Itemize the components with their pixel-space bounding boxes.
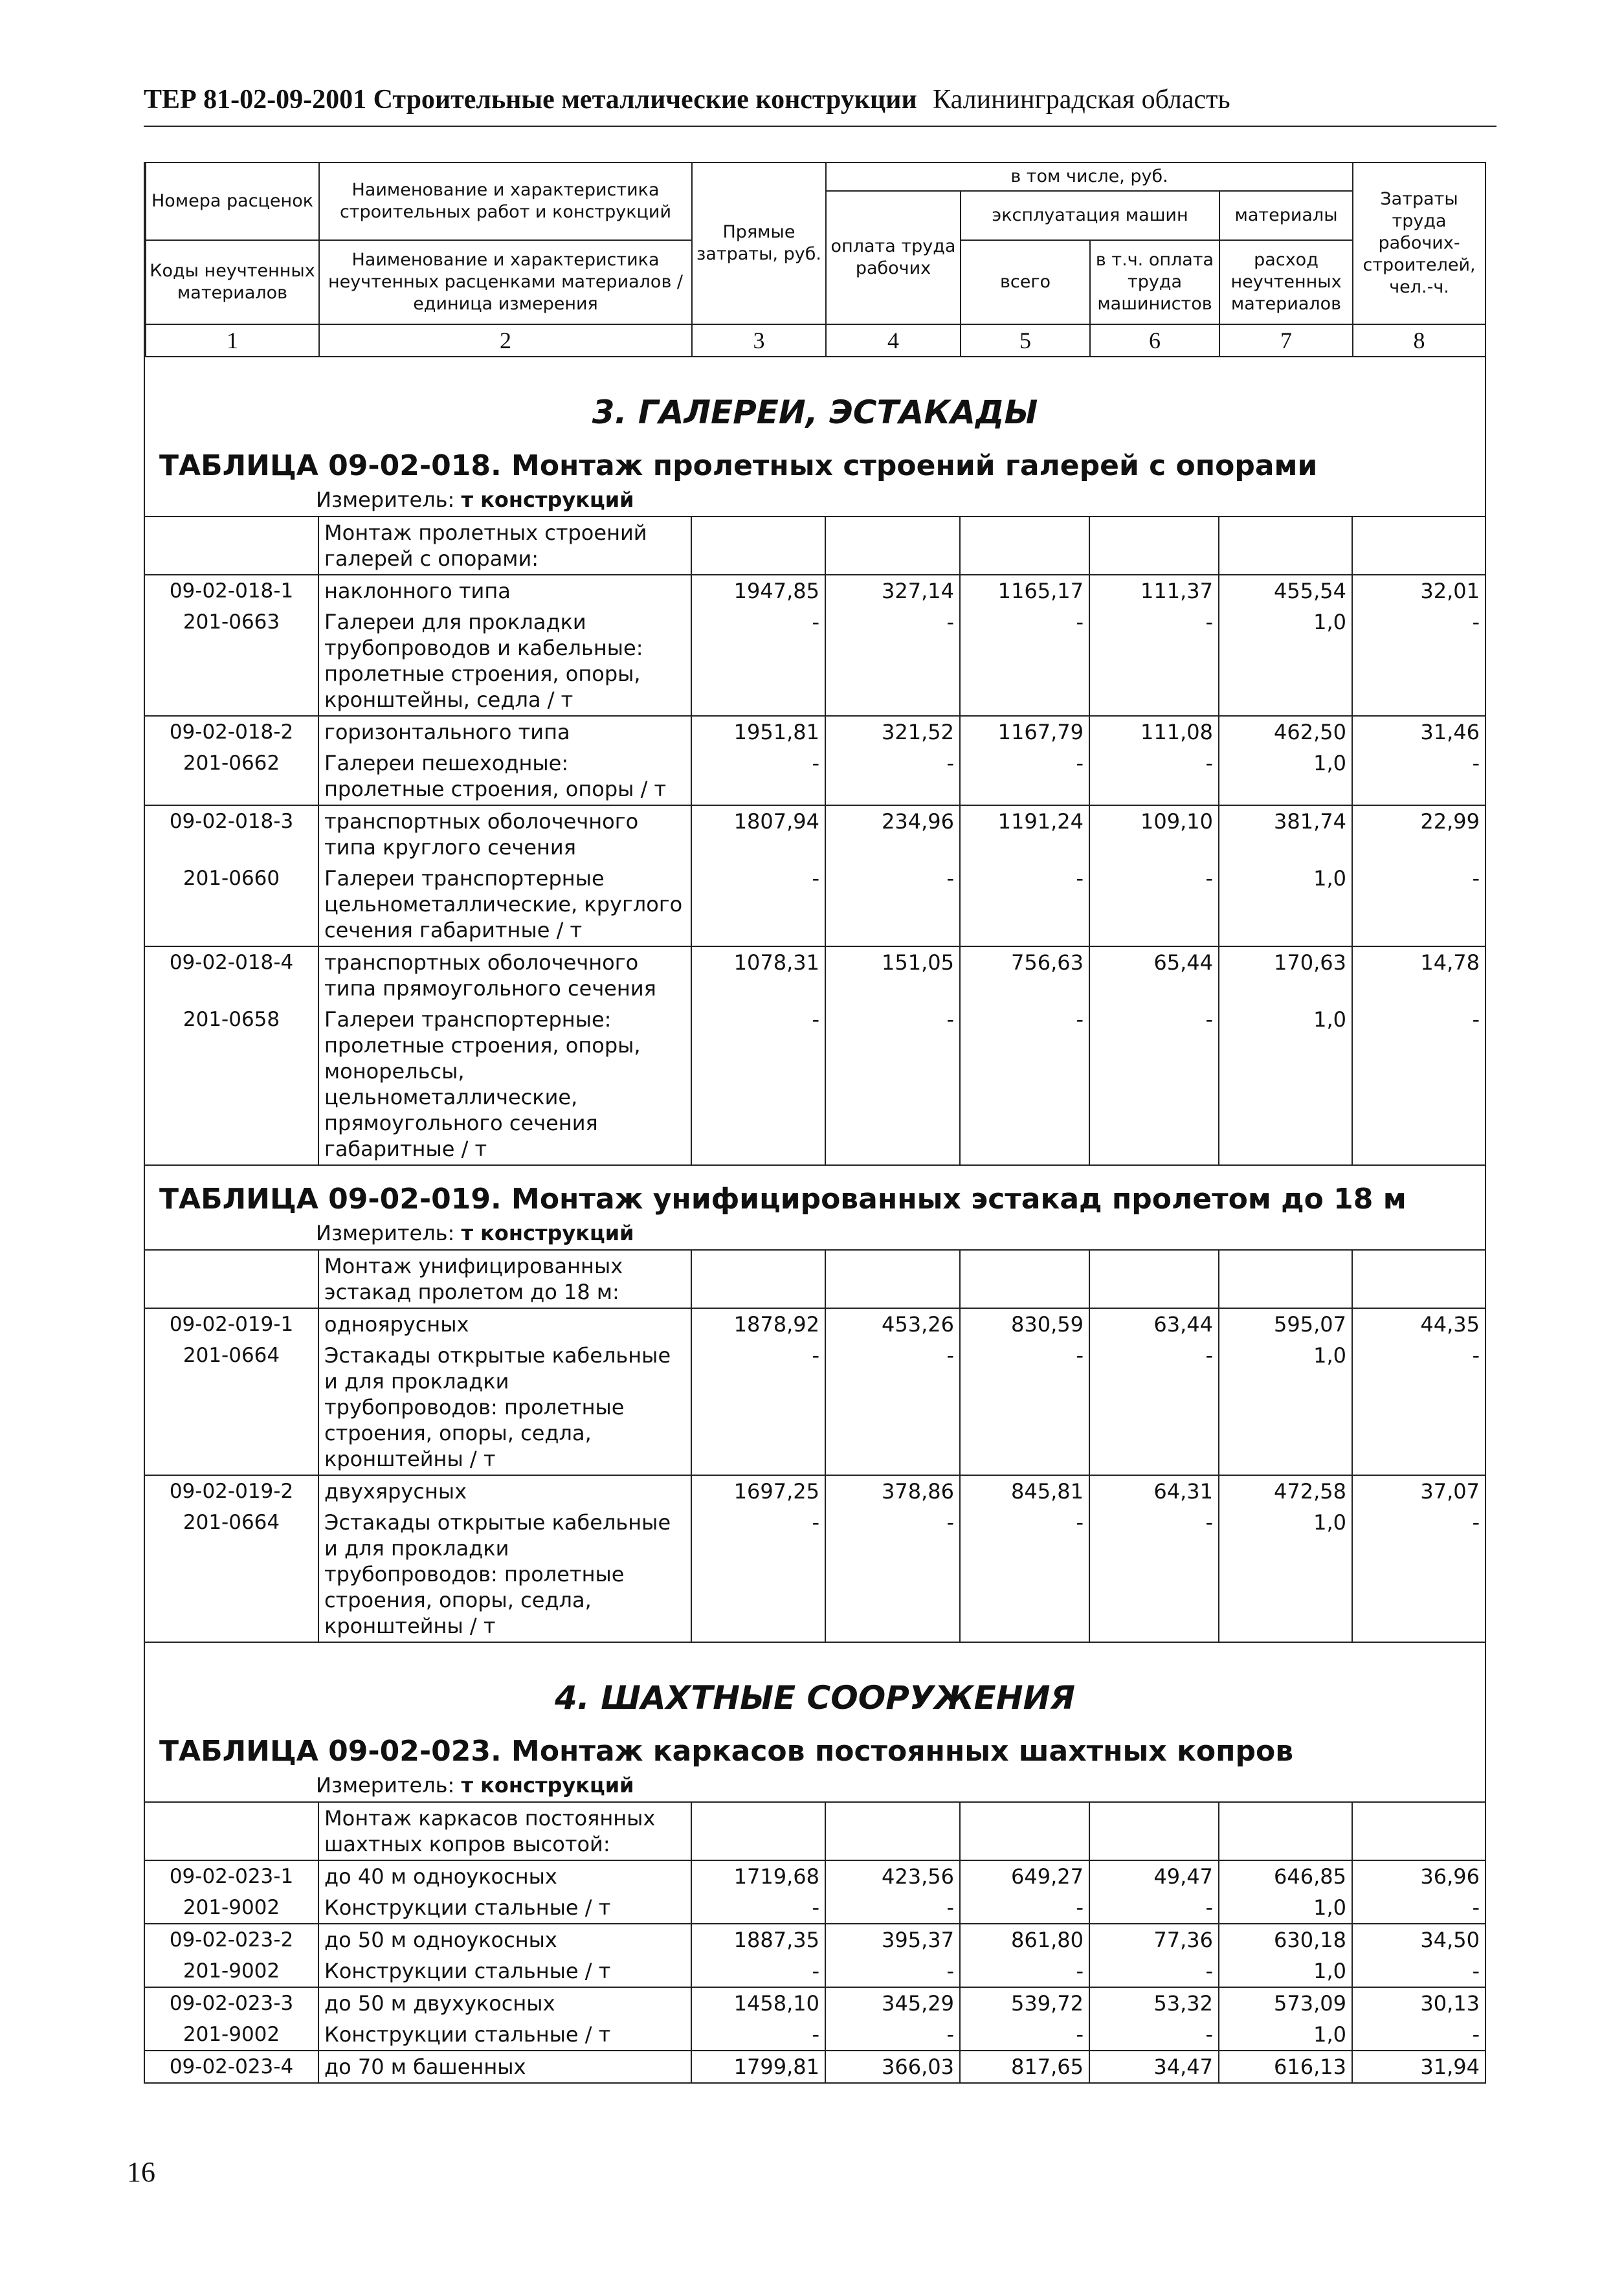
- table-intro-row: [145, 1251, 1485, 1308]
- rate-value: 1951,81: [691, 716, 825, 748]
- material-value: -: [691, 1892, 825, 1924]
- rate-value: 36,96: [1352, 1860, 1485, 1892]
- material-row: [145, 607, 1485, 716]
- material-value: -: [691, 607, 825, 716]
- rate-value: 817,65: [960, 2051, 1089, 2083]
- empty-cell: [960, 517, 1089, 575]
- rate-value: 345,29: [825, 1987, 960, 2019]
- material-value: 1,0: [1219, 748, 1352, 805]
- rate-value: 1458,10: [691, 1987, 825, 2019]
- rate-value: 37,07: [1352, 1475, 1485, 1507]
- rate-value: 1165,17: [960, 575, 1089, 607]
- empty-cell: [1089, 517, 1219, 575]
- section-title: 4. ШАХТНЫЕ СООРУЖЕНИЯ: [145, 1642, 1485, 1732]
- col-labor-costs: Затраты труда рабочих-строителей, чел.-ч.: [1353, 162, 1485, 324]
- material-value: -: [1089, 1955, 1219, 1987]
- col-worker-pay: оплата труда рабочих: [826, 191, 961, 324]
- table-title: ТАБЛИЦА 09-02-018. Монтаж пролетных строений галерей с опорами: [159, 449, 1318, 482]
- document-title: Строительные металлические конструкции: [373, 85, 917, 115]
- material-value: -: [1352, 1955, 1485, 1987]
- rate-row: [145, 716, 1485, 748]
- rate-value: 34,50: [1352, 1924, 1485, 1955]
- empty-cell: [1219, 1803, 1352, 1860]
- rate-code: 09-02-019-2: [169, 1480, 294, 1503]
- material-value: -: [825, 1892, 960, 1924]
- material-value: -: [691, 1004, 825, 1164]
- material-value: -: [1352, 1004, 1485, 1164]
- material-value: -: [691, 1955, 825, 1987]
- rate-code: 09-02-023-4: [169, 2055, 294, 2078]
- material-value: -: [691, 863, 825, 946]
- material-value: -: [960, 1004, 1089, 1164]
- rate-value: 861,80: [960, 1924, 1089, 1955]
- rates-table-frame: [144, 162, 1486, 2084]
- rate-value: 63,44: [1089, 1308, 1219, 1340]
- material-name: Конструкции стальные / т: [318, 1955, 691, 1987]
- rate-value: 845,81: [960, 1475, 1089, 1507]
- material-name: Конструкции стальные / т: [318, 1892, 691, 1924]
- material-value: -: [1089, 863, 1219, 946]
- empty-cell: [825, 1803, 960, 1860]
- rate-value: 111,08: [1089, 716, 1219, 748]
- document-region: Калининградская область: [933, 85, 1230, 115]
- material-code: 201-9002: [145, 1955, 318, 1987]
- rate-code: 09-02-018-1: [169, 579, 294, 603]
- material-value: 1,0: [1219, 1340, 1352, 1475]
- material-value: 1,0: [1219, 607, 1352, 716]
- material-value: -: [1352, 863, 1485, 946]
- rate-value: 573,09: [1219, 1987, 1352, 2019]
- col-direct-costs: Прямые затраты, руб.: [692, 162, 826, 324]
- material-value: -: [960, 863, 1089, 946]
- column-header-table: [145, 162, 1486, 357]
- empty-cell: [825, 517, 960, 575]
- rate-row: [145, 1308, 1485, 1340]
- document-code: ТЕР 81-02-09-2001: [144, 85, 367, 115]
- col-material-names: Наименование и характеристика неучтенных расценками материалов / единица измерения: [319, 240, 692, 324]
- rate-value: 44,35: [1352, 1308, 1485, 1340]
- rate-value: 830,59: [960, 1308, 1089, 1340]
- material-code: 201-0664: [145, 1340, 318, 1475]
- material-value: 1,0: [1219, 1507, 1352, 1642]
- table-title: ТАБЛИЦА 09-02-023. Монтаж каркасов постоянных шахтных копров: [159, 1735, 1294, 1768]
- material-value: -: [1352, 607, 1485, 716]
- material-code: 201-0660: [145, 863, 318, 946]
- empty-cell: [691, 517, 825, 575]
- rate-value: 395,37: [825, 1924, 960, 1955]
- material-value: -: [960, 748, 1089, 805]
- material-value: -: [1089, 2019, 1219, 2051]
- page-number: 16: [127, 2156, 155, 2188]
- rate-value: 756,63: [960, 946, 1089, 1004]
- rate-value: 630,18: [1219, 1924, 1352, 1955]
- rate-value: 381,74: [1219, 805, 1352, 863]
- rate-value: 539,72: [960, 1987, 1089, 2019]
- col-rate-number: Номера расценок: [146, 162, 319, 240]
- material-row: [145, 1004, 1485, 1164]
- rate-value: 1697,25: [691, 1475, 825, 1507]
- rate-value: 14,78: [1352, 946, 1485, 1004]
- rate-value: 646,85: [1219, 1860, 1352, 1892]
- intro-text: Монтаж пролетных строений галерей с опорами:: [318, 517, 691, 575]
- material-value: -: [825, 2019, 960, 2051]
- rate-value: 151,05: [825, 946, 960, 1004]
- col-material-codes: Коды неучтенных материалов: [146, 240, 319, 324]
- rate-value: 472,58: [1219, 1475, 1352, 1507]
- material-name: Конструкции стальные / т: [318, 2019, 691, 2051]
- table-intro-row: [145, 1803, 1485, 1860]
- rate-code: 09-02-019-1: [169, 1313, 294, 1336]
- material-code: 201-9002: [145, 1892, 318, 1924]
- rate-value: 1807,94: [691, 805, 825, 863]
- material-value: -: [825, 1507, 960, 1642]
- material-row: [145, 1340, 1485, 1475]
- rate-code: 09-02-023-3: [169, 1992, 294, 2015]
- material-value: -: [960, 2019, 1089, 2051]
- rate-code: 09-02-023-2: [169, 1928, 294, 1952]
- material-value: -: [1089, 748, 1219, 805]
- empty-cell: [825, 1251, 960, 1308]
- material-name: Галереи транспортерные цельнометаллические, круглого сечения габаритные / т: [318, 863, 691, 946]
- table-title: ТАБЛИЦА 09-02-019. Монтаж унифицированных эстакад пролетом до 18 м: [145, 1164, 1485, 1221]
- material-value: -: [960, 1892, 1089, 1924]
- material-value: 1,0: [1219, 863, 1352, 946]
- rate-name: транспортных оболочечного типа круглого сечения: [318, 805, 691, 863]
- material-value: -: [1089, 1892, 1219, 1924]
- material-code: 201-0658: [183, 1008, 280, 1031]
- rate-code: 09-02-018-2: [169, 720, 294, 744]
- col-materials: материалы: [1219, 191, 1353, 240]
- material-value: -: [960, 1507, 1089, 1642]
- material-code: 201-0664: [183, 1511, 280, 1534]
- rate-row: [145, 946, 1485, 1004]
- material-value: -: [691, 2019, 825, 2051]
- empty-cell: [691, 1251, 825, 1308]
- material-value: -: [1089, 607, 1219, 716]
- rate-value: 1167,79: [960, 716, 1089, 748]
- empty-cell: [960, 1803, 1089, 1860]
- material-row: [145, 2019, 1485, 2051]
- rate-row: [145, 805, 1485, 863]
- rate-name: до 50 м двухукосных: [318, 1987, 691, 2019]
- rate-value: 595,07: [1219, 1308, 1352, 1340]
- table-meter: Измеритель: т конструкций: [145, 1221, 1485, 1251]
- rate-value: 34,47: [1089, 2051, 1219, 2083]
- rate-value: 1191,24: [960, 805, 1089, 863]
- material-value: -: [960, 607, 1089, 716]
- rate-value: 1887,35: [691, 1924, 825, 1955]
- rate-value: 1947,85: [691, 575, 825, 607]
- rate-value: 170,63: [1219, 946, 1352, 1004]
- material-name: Галереи для прокладки трубопроводов и кабельные: пролетные строения, опоры, кронштейны, седла / т: [318, 607, 691, 716]
- material-code: 201-0663: [145, 607, 318, 716]
- rate-value: 111,37: [1089, 575, 1219, 607]
- material-value: -: [960, 1340, 1089, 1475]
- material-value: -: [1089, 1340, 1219, 1475]
- rate-value: 31,46: [1352, 716, 1485, 748]
- material-code: 201-0662: [145, 748, 318, 805]
- material-value: -: [1352, 1340, 1485, 1475]
- empty-cell: [1219, 517, 1352, 575]
- table-meter: Измеритель: т конструкций: [145, 1773, 1485, 1803]
- material-value: -: [1089, 1507, 1219, 1642]
- material-value: -: [825, 1340, 960, 1475]
- rate-value: 49,47: [1089, 1860, 1219, 1892]
- empty-cell: [1352, 1803, 1485, 1860]
- material-row: [145, 1955, 1485, 1987]
- intro-text: Монтаж унифицированных эстакад пролетом до 18 м:: [318, 1251, 691, 1308]
- material-value: -: [1352, 748, 1485, 805]
- rate-value: 423,56: [825, 1860, 960, 1892]
- rate-value: 234,96: [825, 805, 960, 863]
- rates-table: [145, 1251, 1485, 1642]
- empty-cell: [1352, 517, 1485, 575]
- rate-value: 109,10: [1089, 805, 1219, 863]
- material-value: -: [960, 1955, 1089, 1987]
- rate-value: 1719,68: [691, 1860, 825, 1892]
- rate-code: 09-02-023-1: [169, 1865, 294, 1888]
- col-machines-total: всего: [961, 240, 1090, 324]
- material-value: -: [825, 607, 960, 716]
- rate-name: до 50 м одноукосных: [318, 1924, 691, 1955]
- rate-value: 453,26: [825, 1308, 960, 1340]
- rate-value: 1878,92: [691, 1308, 825, 1340]
- rate-name: до 40 м одноукосных: [318, 1860, 691, 1892]
- empty-cell: [145, 1251, 318, 1308]
- rate-code: 09-02-018-3: [169, 810, 294, 833]
- material-name: Галереи пешеходные: пролетные строения, опоры / т: [318, 748, 691, 805]
- rate-value: 64,31: [1089, 1475, 1219, 1507]
- intro-text: Монтаж каркасов постоянных шахтных копров высотой:: [318, 1803, 691, 1860]
- rate-row: [145, 2051, 1485, 2083]
- table-meter: Измеритель: т конструкций: [145, 487, 1485, 517]
- rate-name: до 70 м башенных: [318, 2051, 691, 2083]
- material-value: -: [825, 1955, 960, 1987]
- empty-cell: [960, 1251, 1089, 1308]
- rate-value: 22,99: [1352, 805, 1485, 863]
- rate-value: 53,32: [1089, 1987, 1219, 2019]
- rate-value: 616,13: [1219, 2051, 1352, 2083]
- rate-value: 649,27: [960, 1860, 1089, 1892]
- rate-value: 378,86: [825, 1475, 960, 1507]
- page-header: [144, 84, 1496, 127]
- rate-name: горизонтального типа: [318, 716, 691, 748]
- rate-row: [145, 1475, 1485, 1507]
- rate-value: 1799,81: [691, 2051, 825, 2083]
- rate-row: [145, 575, 1485, 607]
- rate-value: 366,03: [825, 2051, 960, 2083]
- material-value: -: [825, 748, 960, 805]
- rate-value: 32,01: [1352, 575, 1485, 607]
- material-value: 1,0: [1219, 1004, 1352, 1164]
- rate-value: 327,14: [825, 575, 960, 607]
- col-work-name: Наименование и характеристика строительных работ и конструкций: [319, 162, 692, 240]
- material-name: Галереи транспортерные: пролетные строения, опоры, монорельсы, цельнометаллические, прямоугольного сечения габаритные / т: [318, 1004, 691, 1164]
- rate-value: 30,13: [1352, 1987, 1485, 2019]
- material-row: [145, 1507, 1485, 1642]
- empty-cell: [1352, 1251, 1485, 1308]
- rates-table: [145, 517, 1485, 1164]
- rate-name: одноярусных: [318, 1308, 691, 1340]
- empty-cell: [1219, 1251, 1352, 1308]
- material-value: -: [1352, 1892, 1485, 1924]
- material-value: 1,0: [1219, 1892, 1352, 1924]
- rate-value: 462,50: [1219, 716, 1352, 748]
- rate-value: 321,52: [825, 716, 960, 748]
- rate-value: 77,36: [1089, 1924, 1219, 1955]
- material-value: -: [1352, 1507, 1485, 1642]
- empty-cell: [145, 517, 318, 575]
- rate-name: двухярусных: [318, 1475, 691, 1507]
- rate-value: 31,94: [1352, 2051, 1485, 2083]
- rate-name: транспортных оболочечного типа прямоугольного сечения: [318, 946, 691, 1004]
- col-including: в том числе, руб.: [826, 162, 1353, 191]
- material-value: -: [691, 748, 825, 805]
- rate-name: наклонного типа: [318, 575, 691, 607]
- rates-table: [145, 1803, 1485, 2084]
- material-row: [145, 863, 1485, 946]
- col-machinist-pay: в т.ч. оплата труда машинистов: [1090, 240, 1219, 324]
- material-value: -: [1352, 2019, 1485, 2051]
- material-row: [145, 1892, 1485, 1924]
- table-intro-row: [145, 517, 1485, 575]
- empty-cell: [1089, 1251, 1219, 1308]
- section-title: 3. ГАЛЕРЕИ, ЭСТАКАДЫ: [592, 394, 1038, 431]
- material-value: -: [691, 1340, 825, 1475]
- empty-cell: [145, 1803, 318, 1860]
- rate-row: [145, 1924, 1485, 1955]
- column-number-row: 1 2 3 4 5 6 7 8: [146, 324, 1485, 357]
- material-value: -: [825, 863, 960, 946]
- rate-value: 455,54: [1219, 575, 1352, 607]
- empty-cell: [1089, 1803, 1219, 1860]
- rate-value: 1078,31: [691, 946, 825, 1004]
- material-name: Эстакады открытые кабельные и для прокладки трубопроводов: пролетные строения, опоры, седла, кронштейны / т: [318, 1507, 691, 1642]
- rate-value: 65,44: [1089, 946, 1219, 1004]
- material-value: -: [691, 1507, 825, 1642]
- material-value: -: [1089, 1004, 1219, 1164]
- material-value: 1,0: [1219, 1955, 1352, 1987]
- material-name: Эстакады открытые кабельные и для прокладки трубопроводов: пролетные строения, опоры, седла, кронштейны / т: [318, 1340, 691, 1475]
- col-material-use: расход неучтенных материалов: [1219, 240, 1353, 324]
- material-row: [145, 748, 1485, 805]
- material-value: 1,0: [1219, 2019, 1352, 2051]
- rate-row: [145, 1987, 1485, 2019]
- material-value: -: [825, 1004, 960, 1164]
- col-machines: эксплуатация машин: [961, 191, 1219, 240]
- rate-code: 09-02-018-4: [169, 951, 294, 974]
- rate-row: [145, 1860, 1485, 1892]
- empty-cell: [691, 1803, 825, 1860]
- material-code: 201-9002: [145, 2019, 318, 2051]
